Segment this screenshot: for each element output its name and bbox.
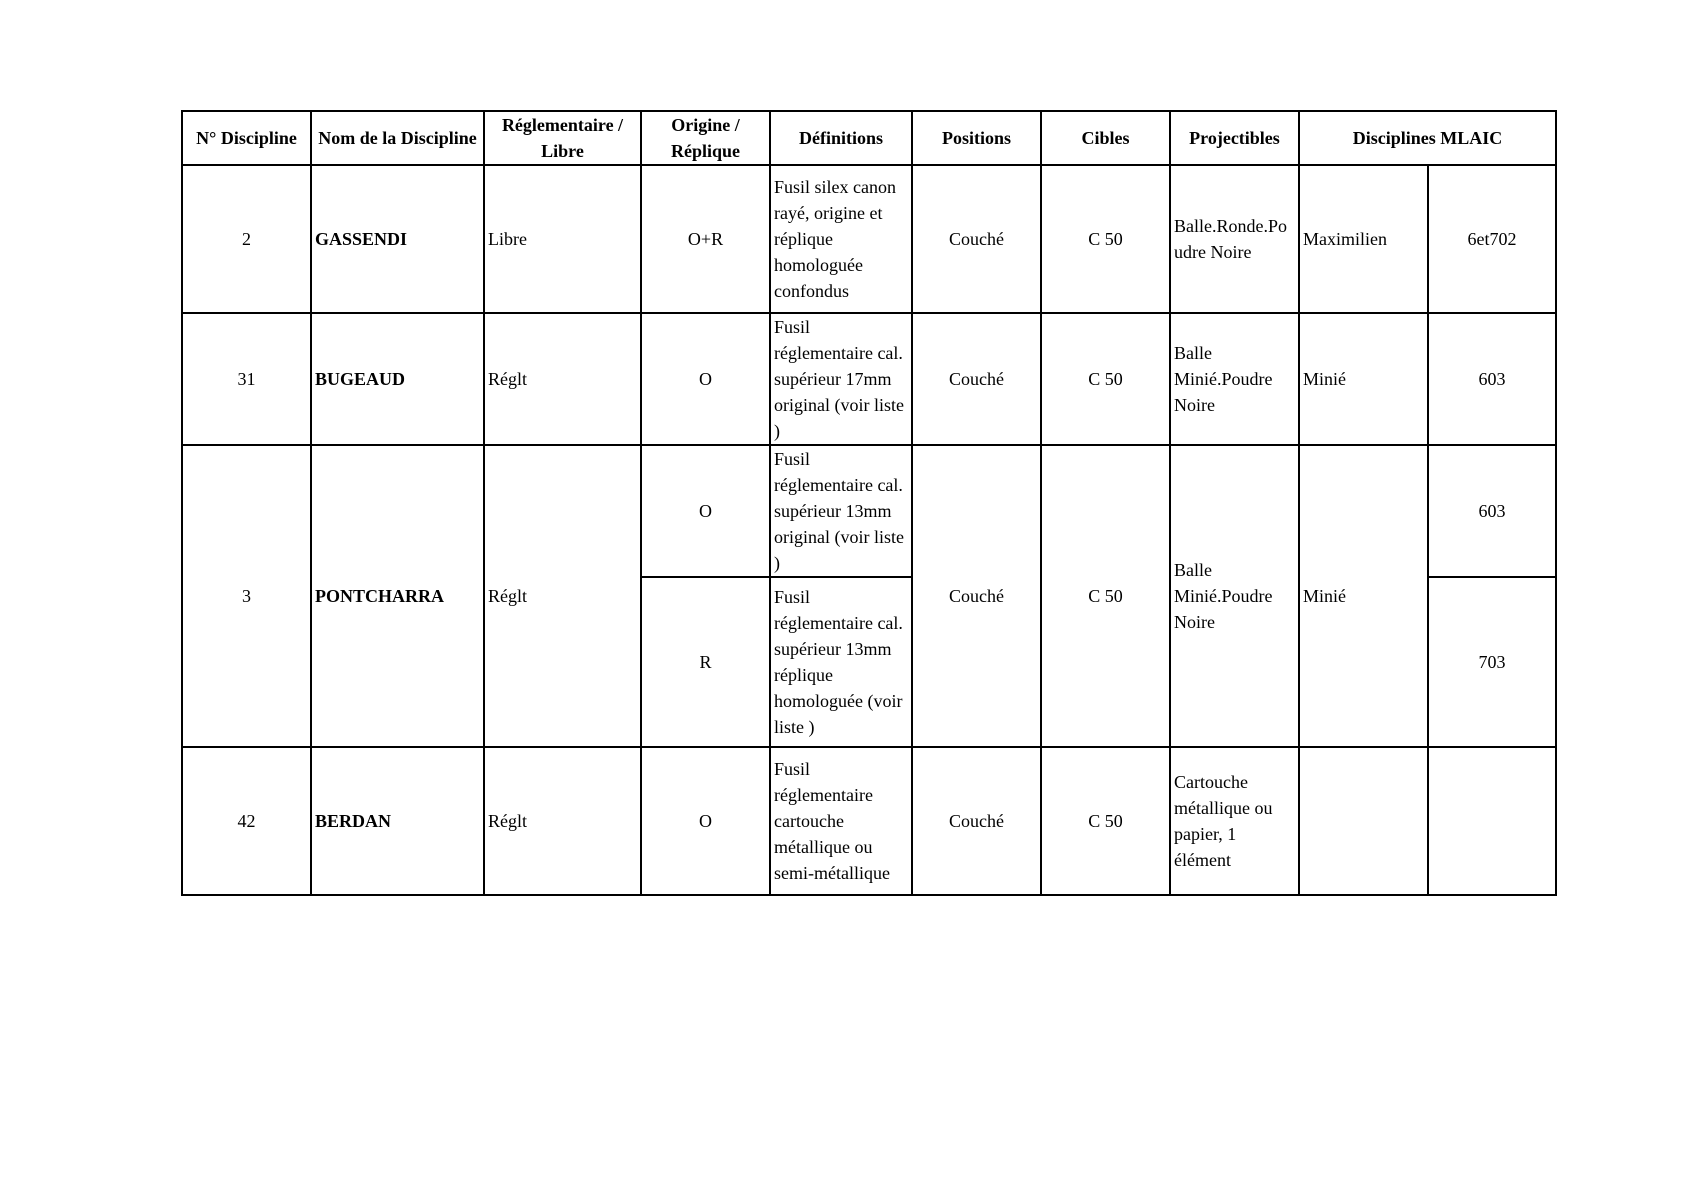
header-definitions: Définitions: [770, 111, 912, 165]
table-row: [182, 747, 1556, 895]
cell-origin: R: [641, 577, 770, 747]
cell-target: C 50: [1041, 747, 1170, 895]
header-targets: Cibles: [1041, 111, 1170, 165]
cell-mlaic-name: [1299, 747, 1428, 895]
cell-position: Couché: [912, 445, 1041, 747]
cell-name: BERDAN: [311, 747, 484, 895]
header-regl: Réglementaire / Libre: [484, 111, 641, 165]
table-row: [182, 165, 1556, 313]
cell-position: Couché: [912, 747, 1041, 895]
cell-mlaic-code: [1428, 747, 1556, 895]
cell-mlaic-name: Minié: [1299, 313, 1428, 445]
cell-definition: Fusil réglementaire cal. supérieur 13mm original (voir liste ): [770, 445, 912, 577]
table-row: [182, 313, 1556, 445]
header-origin: Origine / Réplique: [641, 111, 770, 165]
cell-position: Couché: [912, 313, 1041, 445]
cell-regl: Réglt: [484, 747, 641, 895]
cell-num: 31: [182, 313, 311, 445]
header-name: Nom de la Discipline: [311, 111, 484, 165]
cell-definition: Fusil réglementaire cal. supérieur 13mm réplique homologuée (voir liste ): [770, 577, 912, 747]
cell-origin: O: [641, 313, 770, 445]
header-projectiles: Projectibles: [1170, 111, 1299, 165]
cell-origin: O+R: [641, 165, 770, 313]
cell-position: Couché: [912, 165, 1041, 313]
cell-name: BUGEAUD: [311, 313, 484, 445]
cell-regl: Libre: [484, 165, 641, 313]
cell-num: 2: [182, 165, 311, 313]
cell-target: C 50: [1041, 313, 1170, 445]
cell-target: C 50: [1041, 445, 1170, 747]
cell-projectile: Balle Minié.Poudre Noire: [1170, 445, 1299, 747]
cell-regl: Réglt: [484, 445, 641, 747]
disciplines-table: [181, 110, 1557, 896]
cell-name: GASSENDI: [311, 165, 484, 313]
cell-definition: Fusil silex canon rayé, origine et réplique homologuée confondus: [770, 165, 912, 313]
header-positions: Positions: [912, 111, 1041, 165]
cell-target: C 50: [1041, 165, 1170, 313]
cell-name: PONTCHARRA: [311, 445, 484, 747]
cell-definition: Fusil réglementaire cartouche métallique ou semi-métallique: [770, 747, 912, 895]
cell-mlaic-name: Maximilien: [1299, 165, 1428, 313]
cell-regl: Réglt: [484, 313, 641, 445]
header-row: [182, 111, 1556, 165]
table-row: [182, 445, 1556, 577]
header-num: N° Discipline: [182, 111, 311, 165]
cell-projectile: Cartouche métallique ou papier, 1 élément: [1170, 747, 1299, 895]
cell-origin: O: [641, 445, 770, 577]
cell-num: 42: [182, 747, 311, 895]
cell-projectile: Balle Minié.Poudre Noire: [1170, 313, 1299, 445]
header-mlaic: Disciplines MLAIC: [1299, 111, 1556, 165]
cell-definition: Fusil réglementaire cal. supérieur 17mm original (voir liste ): [770, 313, 912, 445]
cell-origin: O: [641, 747, 770, 895]
cell-mlaic-code: 703: [1428, 577, 1556, 747]
cell-mlaic-code: 603: [1428, 445, 1556, 577]
cell-mlaic-name: Minié: [1299, 445, 1428, 747]
cell-num: 3: [182, 445, 311, 747]
cell-mlaic-code: 603: [1428, 313, 1556, 445]
cell-projectile: Balle.Ronde.Poudre Noire: [1170, 165, 1299, 313]
cell-mlaic-code: 6et702: [1428, 165, 1556, 313]
